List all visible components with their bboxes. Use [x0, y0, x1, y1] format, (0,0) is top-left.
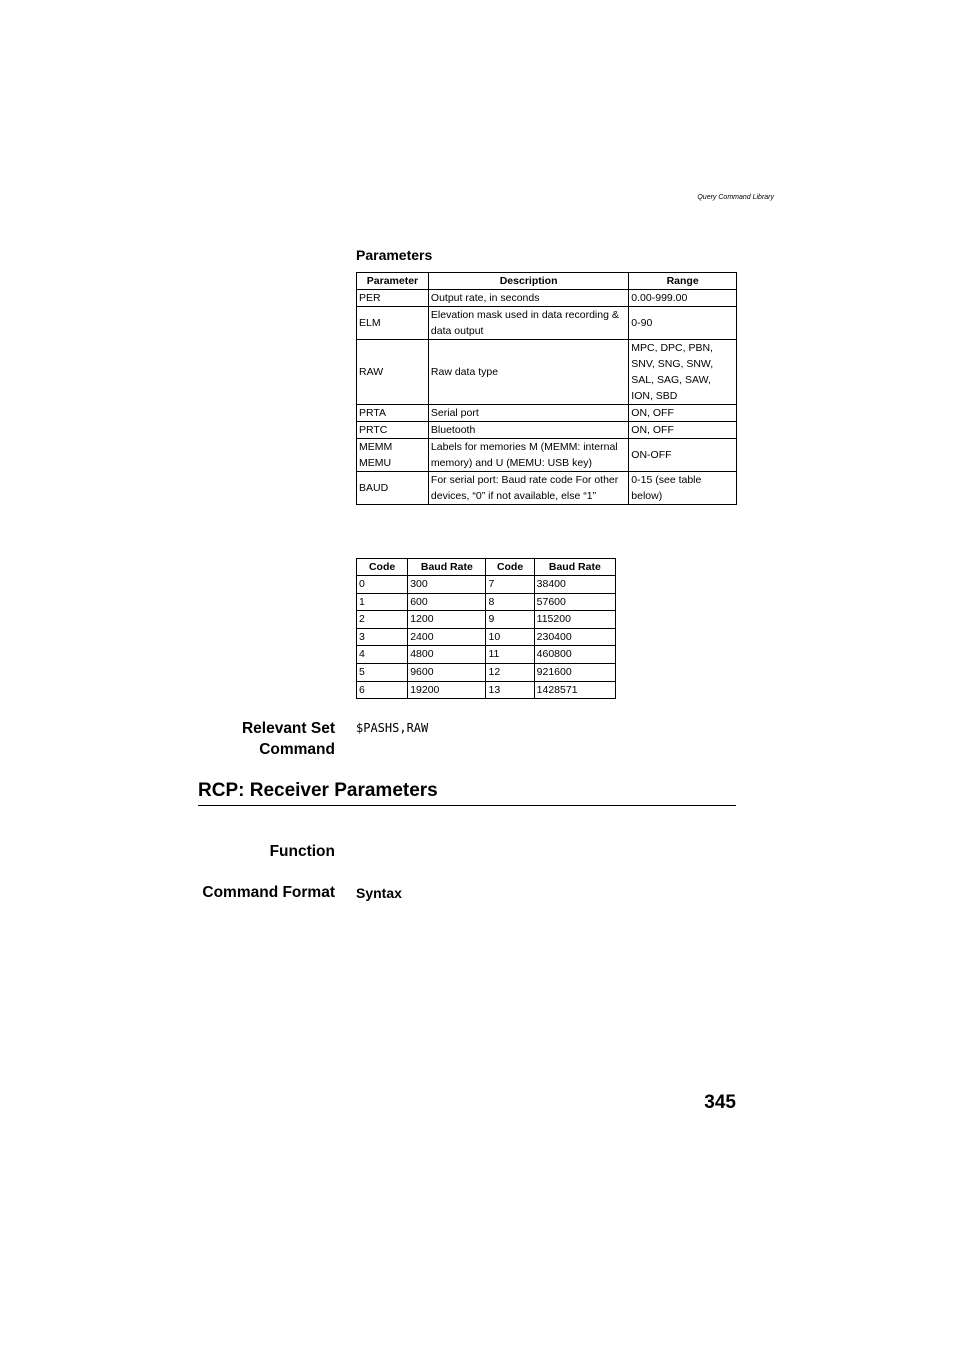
table-cell: 1200	[408, 611, 486, 629]
table-row	[357, 681, 616, 699]
column-header: Baud Rate	[408, 559, 486, 576]
table-row	[357, 340, 737, 405]
table-cell: ON, OFF	[629, 422, 737, 439]
table-cell: 7	[486, 576, 534, 594]
table-cell: RAW	[357, 340, 429, 405]
table-cell: 115200	[534, 611, 615, 629]
table-cell: 0	[357, 576, 408, 594]
table-row	[357, 611, 616, 629]
table-row	[357, 593, 616, 611]
parameters-heading: Parameters	[356, 247, 433, 263]
table-row	[357, 439, 737, 472]
table-cell: PRTC	[357, 422, 429, 439]
table-cell: 300	[408, 576, 486, 594]
table-cell: MPC, DPC, PBN, SNV, SNG, SNW, SAL, SAG, SAW, ION, SBD	[629, 340, 737, 405]
table-header-row	[357, 559, 616, 576]
table-cell: Elevation mask used in data recording & data output	[428, 307, 628, 340]
table-row	[357, 472, 737, 505]
column-header: Range	[629, 273, 737, 290]
function-label: Function	[269, 843, 335, 860]
running-header: Query Command Library	[697, 194, 774, 201]
page-number: 345	[704, 1092, 736, 1113]
table-cell: For serial port: Baud rate code For other devices, “0” if not available, else “1”	[428, 472, 628, 505]
table-cell: 230400	[534, 628, 615, 646]
table-cell: Labels for memories M (MEMM: internal memory) and U (MEMU: USB key)	[428, 439, 628, 472]
table-row	[357, 307, 737, 340]
table-cell: 10	[486, 628, 534, 646]
table-cell: ON, OFF	[629, 405, 737, 422]
table-cell: 4800	[408, 646, 486, 664]
table-header-row	[357, 273, 737, 290]
column-header: Parameter	[357, 273, 429, 290]
table-cell: 13	[486, 681, 534, 699]
column-header: Baud Rate	[534, 559, 615, 576]
relevant-set-label-line2: Command	[259, 741, 335, 758]
column-header: Code	[486, 559, 534, 576]
table-cell: ELM	[357, 307, 429, 340]
table-cell: 12	[486, 663, 534, 681]
table-row	[357, 422, 737, 439]
table-cell: Serial port	[428, 405, 628, 422]
table-row	[357, 290, 737, 307]
section-title: RCP: Receiver Parameters	[198, 780, 736, 806]
relevant-set-command-label	[135, 718, 335, 760]
table-cell: 2400	[408, 628, 486, 646]
column-header: Description	[428, 273, 628, 290]
table-cell: 9600	[408, 663, 486, 681]
table-cell: 57600	[534, 593, 615, 611]
table-cell: Raw data type	[428, 340, 628, 405]
relevant-set-label-line1: Relevant Set	[241, 720, 335, 737]
table-cell: 3	[357, 628, 408, 646]
table-cell: ON-OFF	[629, 439, 737, 472]
table-cell: Bluetooth	[428, 422, 628, 439]
table-row	[357, 663, 616, 681]
table-cell: 2	[357, 611, 408, 629]
table-cell: 8	[486, 593, 534, 611]
table-cell: 4	[357, 646, 408, 664]
parameters-table	[356, 272, 737, 505]
table-row	[357, 405, 737, 422]
table-row	[357, 646, 616, 664]
table-cell: 921600	[534, 663, 615, 681]
table-cell: 11	[486, 646, 534, 664]
relevant-set-command-value: $PASHS,RAW	[356, 721, 429, 735]
table-cell: 0-15 (see table below)	[629, 472, 737, 505]
table-cell: 0.00-999.00	[629, 290, 737, 307]
table-cell: 9	[486, 611, 534, 629]
table-cell: 1	[357, 593, 408, 611]
table-cell: 600	[408, 593, 486, 611]
syntax-label: Syntax	[356, 885, 402, 901]
table-cell: 6	[357, 681, 408, 699]
column-header: Code	[357, 559, 408, 576]
table-cell: BAUD	[357, 472, 429, 505]
table-cell: 460800	[534, 646, 615, 664]
table-cell: 5	[357, 663, 408, 681]
table-row	[357, 576, 616, 594]
table-cell: PRTA	[357, 405, 429, 422]
table-cell: 1428571	[534, 681, 615, 699]
table-cell: 38400	[534, 576, 615, 594]
command-format-label: Command Format	[202, 884, 335, 901]
baud-rate-table	[356, 558, 616, 699]
table-cell: 0-90	[629, 307, 737, 340]
table-cell: 19200	[408, 681, 486, 699]
table-cell: PER	[357, 290, 429, 307]
table-row	[357, 628, 616, 646]
table-cell: Output rate, in seconds	[428, 290, 628, 307]
table-cell: MEMM MEMU	[357, 439, 429, 472]
